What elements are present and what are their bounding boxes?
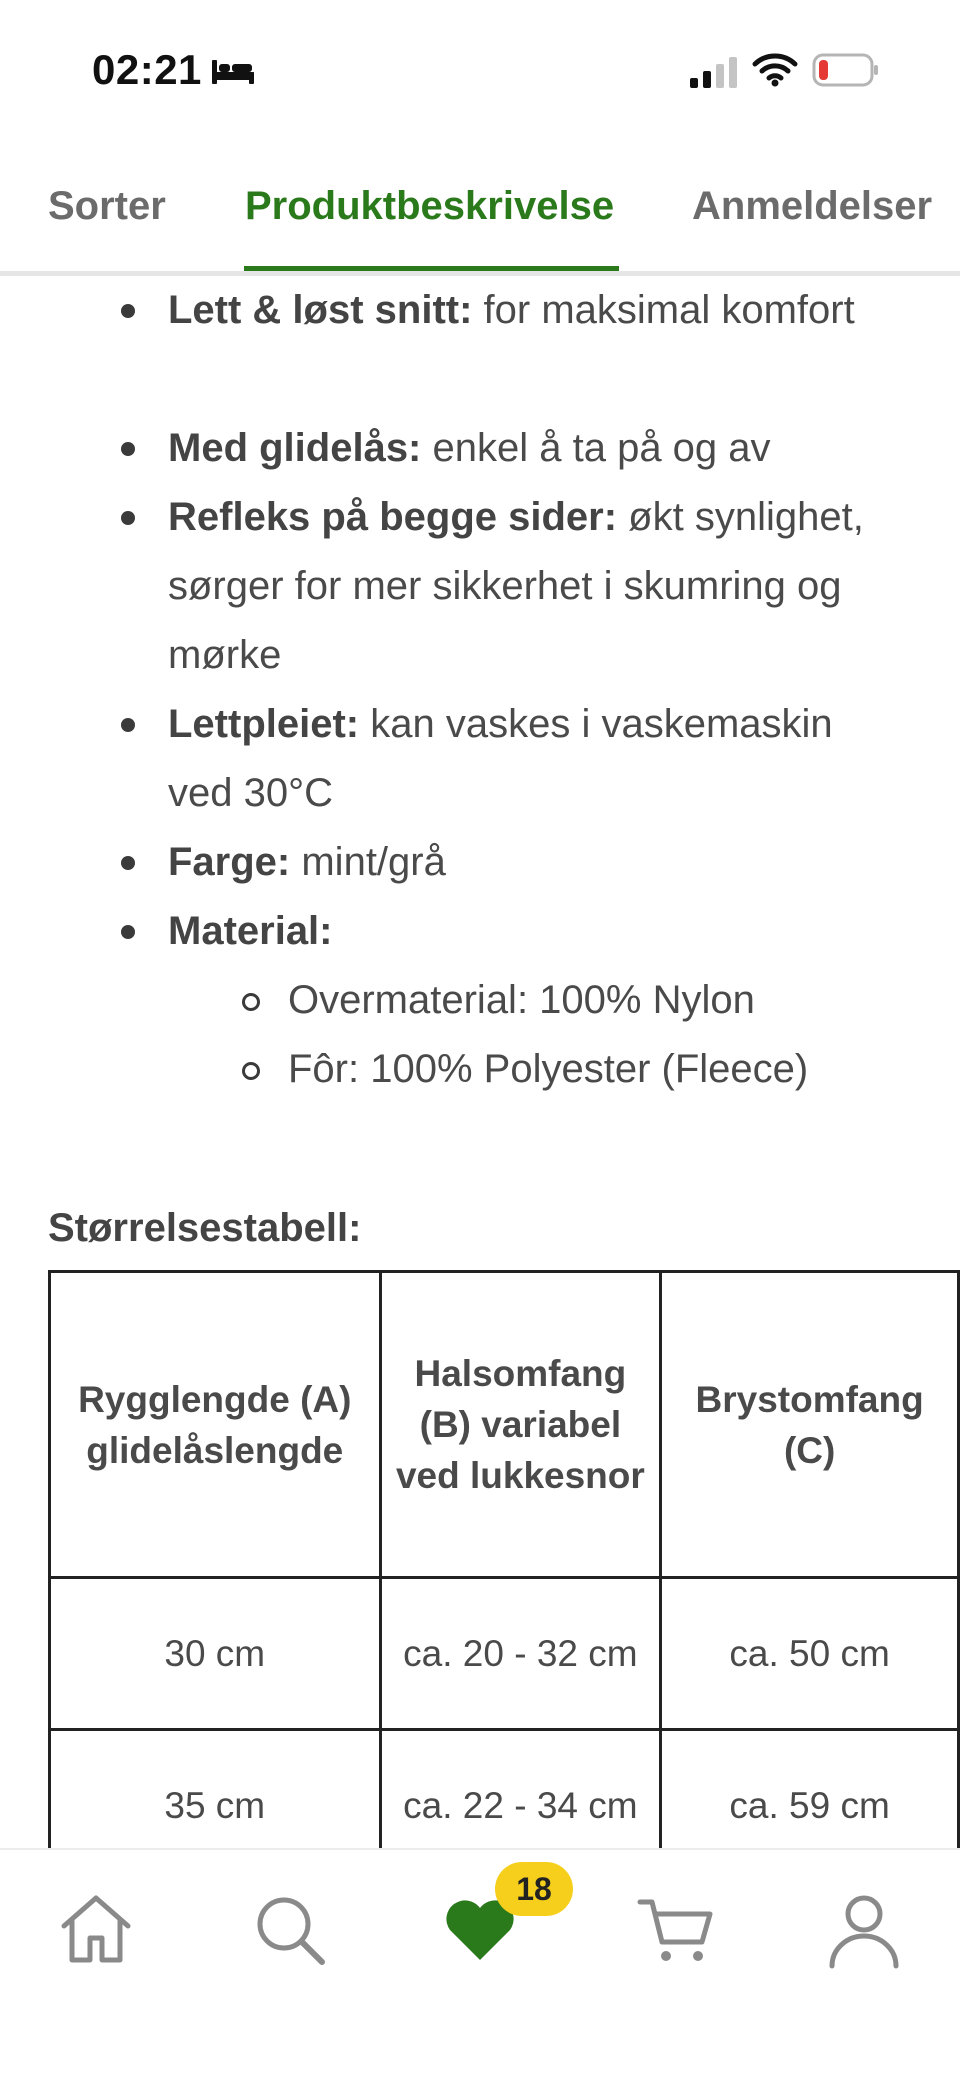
table-row	[50, 1730, 959, 1849]
search-icon[interactable]	[250, 1890, 330, 1970]
size-table	[48, 1270, 960, 1848]
wifi-icon	[752, 52, 798, 88]
table-header-neck-size: Halsomfang (B) variabel ved lukkesnor	[380, 1272, 661, 1578]
bed-icon	[210, 56, 256, 86]
list-item	[168, 276, 908, 345]
table-cell: 35 cm	[50, 1730, 381, 1849]
bullet-text: for maksimal komfort	[472, 288, 855, 332]
table-row	[50, 1578, 959, 1730]
tab-product-description[interactable]: Produktbeskrivelse	[245, 184, 615, 228]
bullet-text: enkel å ta på og av	[421, 426, 771, 470]
material-item: Fôr: 100% Polyester (Fleece)	[288, 1035, 928, 1104]
bullet-text: mint/grå	[290, 840, 446, 884]
bullet-text: økt synlighet, sørger for mer sikkerhet i skumring og mørke	[168, 495, 864, 677]
cart-icon[interactable]	[636, 1890, 716, 1970]
status-bar	[0, 0, 960, 140]
list-item	[168, 897, 908, 966]
home-icon[interactable]	[56, 1890, 136, 1970]
bottom-navigation	[0, 1848, 960, 2079]
list-item	[168, 828, 908, 897]
table-cell: ca. 20 - 32 cm	[380, 1578, 661, 1730]
status-time: 02:21	[92, 46, 202, 93]
bullet-label: Refleks på begge sider:	[168, 495, 618, 539]
list-item	[168, 483, 908, 690]
list-item	[168, 414, 908, 483]
tab-sort[interactable]: Sorter	[48, 184, 166, 228]
table-cell: ca. 22 - 34 cm	[380, 1730, 661, 1849]
battery-low-icon	[812, 52, 880, 88]
bullet-label: Farge:	[168, 840, 291, 884]
product-description	[0, 276, 960, 1848]
bullet-label: Med glidelås:	[168, 426, 422, 470]
bullet-label: Lett & løst snitt:	[168, 288, 473, 332]
table-header-chest-size: Brystomfang (C)	[661, 1272, 959, 1578]
bullet-label: Lettpleiet:	[168, 702, 360, 746]
table-header-back-length: Rygglengde (A) glidelåslengde	[50, 1272, 381, 1578]
size-table-title: Størrelsestabell:	[48, 1206, 362, 1250]
table-header-row	[50, 1272, 959, 1578]
tab-reviews[interactable]: Anmeldelser	[692, 184, 933, 228]
table-cell: 30 cm	[50, 1578, 381, 1730]
bullet-text: kan vaskes i vaskemaskin ved 30°C	[168, 702, 833, 815]
table-cell: ca. 50 cm	[661, 1578, 959, 1730]
active-tab-indicator	[244, 266, 619, 273]
cellular-signal-icon	[688, 56, 740, 88]
bullet-label: Material:	[168, 909, 333, 953]
material-item: Overmaterial: 100% Nylon	[288, 966, 928, 1035]
profile-icon[interactable]	[824, 1890, 904, 1970]
product-tabs	[0, 170, 960, 276]
table-cell: ca. 59 cm	[661, 1730, 959, 1849]
favorites-count-badge: 18	[495, 1862, 573, 1916]
list-item	[168, 690, 908, 828]
